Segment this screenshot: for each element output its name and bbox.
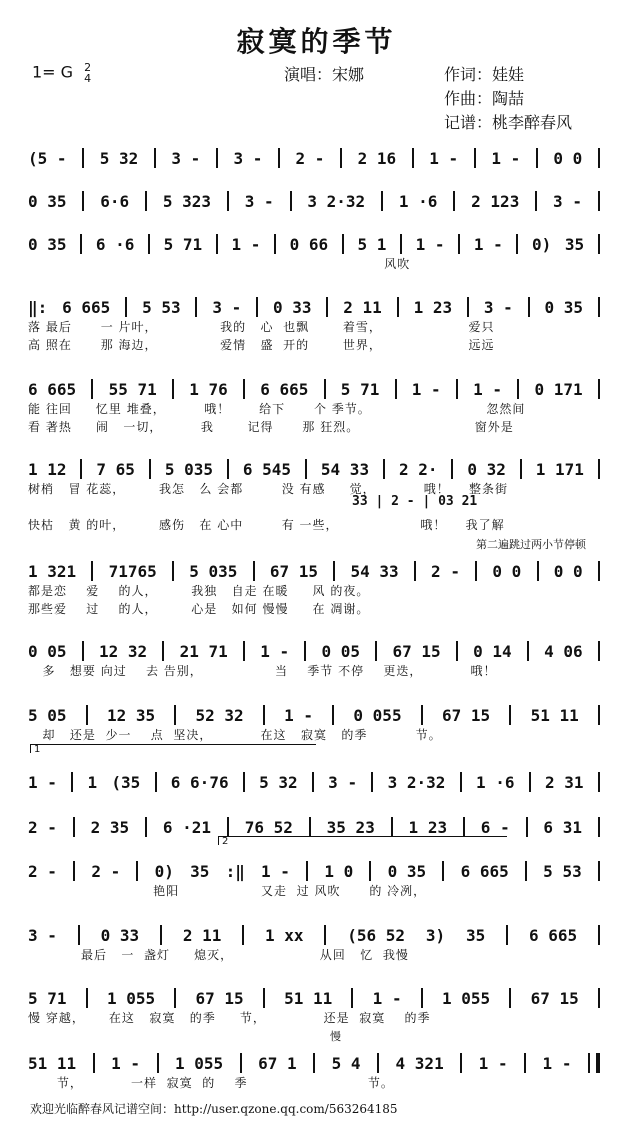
note-group: 1 -	[429, 148, 459, 168]
note-group: 2 -	[295, 148, 325, 168]
barline	[274, 234, 276, 254]
notes-line	[28, 458, 600, 480]
barline	[82, 191, 84, 211]
barline	[306, 861, 308, 881]
note-group: 67 15	[392, 641, 441, 661]
note-group: 0 35	[28, 234, 67, 254]
note-group: 1 -	[491, 148, 521, 168]
lyric-line: 多 想要 向过 去 告别， 当 季节 不停 更迭， 哦！	[28, 664, 497, 678]
lyric-line: 能 往回 忆里 堆叠， 哦！ 给下 个 季节。 忽然间	[28, 402, 526, 416]
note-group: 1 -	[261, 861, 290, 881]
barline	[598, 459, 600, 479]
note-group: 3 -	[328, 772, 358, 792]
note-group: 1 171	[535, 459, 584, 479]
barline	[517, 379, 519, 399]
note-group: 2 35	[90, 817, 130, 837]
note-group: 5 71	[163, 234, 203, 254]
barline	[157, 1053, 159, 1073]
barline	[174, 705, 176, 725]
barline	[91, 561, 93, 581]
barline	[240, 1053, 242, 1073]
barline	[391, 817, 393, 837]
note-group: 2 -	[28, 817, 57, 837]
note-group: 6 545	[242, 459, 292, 479]
barline	[421, 988, 423, 1008]
barline	[227, 191, 229, 211]
lyric-line	[28, 498, 600, 516]
barline	[375, 641, 377, 661]
note-group: 2 11	[343, 297, 382, 317]
barline	[326, 297, 328, 317]
barline	[145, 817, 147, 837]
barline	[351, 988, 353, 1008]
barline	[278, 148, 280, 168]
note-group: 5 32	[99, 148, 139, 168]
note-group: 0 0	[553, 148, 583, 168]
note-group: 1 -	[284, 705, 313, 725]
note-group: 1 055	[106, 988, 156, 1008]
barline	[216, 148, 218, 168]
note-group: 2 2·	[398, 459, 438, 479]
barline	[155, 772, 157, 792]
barline	[598, 234, 600, 254]
barline	[243, 379, 245, 399]
note-group: 1 ·6	[475, 772, 515, 792]
note-group: 1 ·6	[398, 191, 438, 211]
barline	[242, 925, 244, 945]
barline	[313, 1053, 315, 1073]
note-group: 67 1	[258, 1053, 297, 1073]
lyric-line: 快枯 黄 的叶， 感伤 在 心中 有 一些， 哦！ 我了解	[28, 518, 505, 532]
note-group: 2 11	[182, 925, 222, 945]
barline	[598, 705, 600, 725]
notes-line	[28, 816, 600, 838]
barline	[377, 1053, 379, 1073]
barline	[598, 988, 600, 1008]
barline	[160, 925, 162, 945]
notes-line	[28, 771, 600, 793]
barline	[598, 641, 600, 661]
song-title: 寂寞的季节	[236, 25, 397, 58]
barline	[86, 705, 88, 725]
note-group: 3 -	[212, 297, 242, 317]
barline	[332, 705, 334, 725]
barline	[456, 379, 458, 399]
note-group: 2 31	[545, 772, 584, 792]
barline	[227, 459, 229, 479]
time-signature	[84, 62, 91, 84]
barline	[536, 148, 538, 168]
barline	[305, 459, 307, 479]
note-group: 51 11	[284, 988, 333, 1008]
note-group: 1 -	[231, 234, 261, 254]
barline	[527, 641, 529, 661]
lyricist: 作词：娃娃	[444, 65, 525, 84]
note-group: 1 xx	[265, 925, 304, 945]
barline	[529, 772, 531, 792]
barline	[475, 561, 477, 581]
barline	[263, 988, 265, 1008]
barline	[304, 641, 306, 661]
note-group: 6 665	[28, 379, 77, 399]
barline	[324, 925, 326, 945]
note-group: 1 0	[324, 861, 354, 881]
barline	[256, 297, 258, 317]
notes-line	[28, 640, 600, 662]
singer: 演唱：宋娜	[284, 65, 365, 84]
note-group: 2 -	[91, 861, 121, 881]
final-barline	[588, 1053, 600, 1073]
barline	[400, 234, 402, 254]
note-group: 1 -	[111, 1053, 141, 1073]
barline	[383, 459, 385, 479]
note-group: 0 055	[353, 705, 402, 725]
barline	[474, 148, 476, 168]
barline	[73, 861, 75, 881]
note-group: 6 ·6	[95, 234, 135, 254]
barline	[145, 191, 147, 211]
barline	[598, 925, 600, 945]
note-group: 67 15	[195, 988, 244, 1008]
note-group: 1 76	[189, 379, 228, 399]
barline	[598, 297, 600, 317]
note-group: 0)	[154, 861, 174, 881]
lyric-line: 看 著热 闹 一切， 我 记得 那 狂烈。 窗外是	[28, 420, 514, 434]
barline	[82, 641, 84, 661]
volta-1: 1	[30, 744, 316, 753]
note-group: 54 33	[320, 459, 370, 479]
barline	[172, 379, 174, 399]
barline	[93, 1053, 95, 1073]
note-group: 0 33	[273, 297, 312, 317]
time-bottom: 4	[84, 72, 92, 85]
note-group: 1 23	[413, 297, 453, 317]
note-group: 5 4	[331, 1053, 361, 1073]
note-group: 5 05	[28, 705, 67, 725]
note-group: 0 35	[387, 861, 427, 881]
note-group: (5 -	[28, 148, 67, 168]
barline	[333, 561, 335, 581]
note-group: 1 -	[478, 1053, 508, 1073]
note-group: 5 53	[543, 861, 582, 881]
lyric-line: 却 还是 少一 点 坚决， 在这 寂寞 的季 节。	[28, 728, 442, 742]
note-group: 5 035	[189, 561, 238, 581]
note-group: 6 -	[480, 817, 510, 837]
note-group: 0 05	[321, 641, 361, 661]
note-group: 1 -	[372, 988, 402, 1008]
barline	[91, 379, 93, 399]
note-group: 1	[87, 772, 98, 792]
barline	[324, 379, 326, 399]
barline	[369, 861, 371, 881]
note-group: 4 321	[395, 1053, 444, 1073]
barline	[149, 459, 151, 479]
note-group: 71765	[108, 561, 157, 581]
lyric-line: 艳阳 又走 过 风吹 的 冷冽，	[28, 884, 427, 898]
note-group: 2 -	[28, 861, 57, 881]
key-signature	[32, 62, 91, 84]
note-group: 67 15	[269, 561, 318, 581]
barline	[460, 1053, 462, 1073]
transcriber: 记谱：桃李醉春风	[444, 113, 573, 132]
note-group: 0 66	[289, 234, 329, 254]
barline	[463, 817, 465, 837]
barline	[381, 191, 383, 211]
note-group: 0 05	[28, 641, 67, 661]
notes-line	[28, 704, 600, 726]
note-group: 6 665	[460, 861, 509, 881]
note-group: 1 12	[28, 459, 67, 479]
barline	[509, 705, 511, 725]
notes-line	[28, 860, 600, 882]
footer-credit: 欢迎光临醉春风记谱空间：http://user.qzone.qq.com/563264185	[30, 1102, 398, 1116]
note-group: 52 32	[195, 705, 244, 725]
note-group: 55 71	[108, 379, 157, 399]
barline	[598, 148, 600, 168]
note-group: 51 11	[530, 705, 579, 725]
tempo-slow-mark: 慢	[330, 1030, 341, 1043]
note-group: 0 171	[534, 379, 583, 399]
composer: 作曲：陶喆	[444, 89, 525, 108]
barline	[263, 705, 265, 725]
lyric-line: 节， 一样 寂寞 的 季 节。	[28, 1076, 394, 1090]
note-group: 35	[190, 861, 210, 881]
note-group: 76 52	[244, 817, 293, 837]
note-group: 3 2·32	[307, 191, 366, 211]
note-group: 1 -	[260, 641, 290, 661]
note-group: 0 0	[492, 561, 522, 581]
note-group: 1 -	[473, 379, 503, 399]
note-group: 3 -	[483, 297, 513, 317]
note-group: :‖	[225, 861, 245, 881]
note-group: (56 52	[347, 925, 406, 945]
note-group: 6 665	[62, 297, 111, 317]
note-group: ‖:	[28, 297, 48, 317]
barline	[453, 191, 455, 211]
barline	[148, 234, 150, 254]
note-group: 3 -	[553, 191, 582, 211]
notes-line	[28, 378, 600, 400]
barline	[451, 459, 453, 479]
note-group: 1 23	[408, 817, 448, 837]
note-group: 5 1	[357, 234, 387, 254]
note-group: 3)	[425, 925, 446, 945]
lyric-line: 落 最后 一 片叶， 我的 心 也飘 着雪， 爱只	[28, 320, 495, 334]
barline	[342, 234, 344, 254]
barline	[216, 234, 218, 254]
note-group: 5 323	[162, 191, 212, 211]
barline	[162, 641, 164, 661]
lyric-line: 最后 一 盏灯 熄灭， 从回 忆 我慢	[28, 948, 409, 962]
note-group: 6 ·21	[162, 817, 212, 837]
note-group: 1 -	[415, 234, 445, 254]
barline	[528, 297, 530, 317]
lyric-line: 慢 穿越， 在这 寂寞 的季 节， 还是 寂寞 的季	[28, 1011, 431, 1025]
note-group: 35 23	[326, 817, 375, 837]
barline	[154, 148, 156, 168]
note-group: 3 -	[171, 148, 201, 168]
barline	[442, 861, 444, 881]
note-group: 21 71	[179, 641, 228, 661]
note-group: 51 11	[28, 1053, 77, 1073]
barline	[174, 988, 176, 1008]
barline	[598, 772, 600, 792]
note-group: 0 0	[553, 561, 583, 581]
note-group: 2 123	[471, 191, 520, 211]
barline	[195, 297, 197, 317]
note-group: 6 665	[528, 925, 578, 945]
variant-notes: 33 | 2 - | 03 21	[352, 494, 478, 509]
barline	[395, 379, 397, 399]
barline	[598, 817, 600, 837]
lyric-line: 树梢 冒 花蕊， 我怎 么 会都 没 有感 觉， 哦！ 整条街	[28, 482, 509, 496]
note-group: 35	[466, 925, 486, 945]
lyric-line: 风吹	[28, 257, 411, 271]
note-group: 12 32	[98, 641, 148, 661]
barline	[312, 772, 314, 792]
notes-line	[28, 296, 600, 318]
note-group: 35	[564, 234, 585, 254]
note-group: 6 31	[543, 817, 582, 837]
barline	[86, 988, 88, 1008]
barline	[412, 148, 414, 168]
note-group: 54 33	[350, 561, 399, 581]
note-group: 5 71	[28, 988, 67, 1008]
note-group: 0 33	[100, 925, 140, 945]
barline	[506, 925, 508, 945]
note-group: 1 055	[441, 988, 491, 1008]
barline	[598, 379, 600, 399]
second-pass-note: 第二遍跳过两小节停顿	[476, 538, 586, 551]
barline	[456, 641, 458, 661]
barline	[598, 191, 600, 211]
notes-line	[28, 560, 600, 582]
note-group: 3 -	[28, 925, 57, 945]
barline	[243, 641, 245, 661]
note-group: 0 35	[544, 297, 584, 317]
barline	[253, 561, 255, 581]
notes-line	[28, 190, 600, 212]
note-group: 1 055	[175, 1053, 224, 1073]
barline	[537, 561, 539, 581]
note-group: 6·6	[100, 191, 130, 211]
barline	[524, 1053, 526, 1073]
key-label: 1= G	[32, 62, 74, 82]
note-group: 3 -	[233, 148, 263, 168]
note-group: 1 321	[28, 561, 77, 581]
barline	[598, 861, 600, 881]
notes-line	[28, 147, 600, 169]
barline	[421, 705, 423, 725]
barline	[136, 861, 138, 881]
barline	[309, 817, 311, 837]
note-group: 1 -	[28, 772, 57, 792]
note-group: 3 2·32	[387, 772, 446, 792]
barline	[516, 234, 518, 254]
note-group: 2 16	[357, 148, 397, 168]
note-group: 5 035	[164, 459, 213, 479]
barline	[509, 988, 511, 1008]
lyric-line: 都是恋 爱 的人， 我独 自走 在暖 风 的夜。	[28, 584, 370, 598]
notes-line	[28, 987, 600, 1009]
barline	[82, 148, 84, 168]
note-group: 5 32	[259, 772, 298, 792]
note-group: 12 35	[106, 705, 156, 725]
note-group: 7 65	[96, 459, 135, 479]
note-group: 1 -	[542, 1053, 572, 1073]
note-group: 0 35	[28, 191, 67, 211]
time-top: 2	[84, 61, 92, 74]
barline	[397, 297, 399, 317]
note-group: 1 -	[473, 234, 503, 254]
note-group: 6 6·76	[170, 772, 229, 792]
barline	[535, 191, 537, 211]
note-group: 6 665	[260, 379, 309, 399]
barline	[525, 861, 527, 881]
note-group: 0)	[532, 234, 552, 254]
barline	[467, 297, 469, 317]
note-group: 3 -	[244, 191, 274, 211]
note-group: 4 06	[544, 641, 583, 661]
notes-line	[28, 1052, 600, 1074]
volta-2: 2	[218, 836, 507, 845]
barline	[125, 297, 127, 317]
barline	[73, 817, 75, 837]
note-group: 1 -	[411, 379, 441, 399]
lyric-line: 高 照在 那 海边， 爱情 盛 开的 世界， 远远	[28, 338, 495, 352]
barline	[460, 772, 462, 792]
note-group: 2 -	[431, 561, 460, 581]
barline	[172, 561, 174, 581]
note-group: (35	[111, 772, 141, 792]
barline	[243, 772, 245, 792]
barline	[227, 817, 229, 837]
barline	[290, 191, 292, 211]
barline	[371, 772, 373, 792]
barline	[340, 148, 342, 168]
notes-line	[28, 233, 600, 255]
barline	[520, 459, 522, 479]
note-group: 5 71	[340, 379, 380, 399]
barline	[80, 459, 82, 479]
barline	[78, 925, 80, 945]
barline	[526, 817, 528, 837]
barline	[71, 772, 73, 792]
barline	[458, 234, 460, 254]
barline	[80, 234, 82, 254]
note-group: 0 14	[473, 641, 512, 661]
barline	[414, 561, 416, 581]
note-group: 67 15	[530, 988, 579, 1008]
note-group: 67 15	[441, 705, 491, 725]
lyric-line: 那些爱 过 的人， 心是 如何 慢慢 在 凋谢。	[28, 602, 370, 616]
barline	[598, 561, 600, 581]
note-group: 5 53	[142, 297, 181, 317]
notes-line	[28, 924, 600, 946]
note-group: 0 32	[467, 459, 506, 479]
